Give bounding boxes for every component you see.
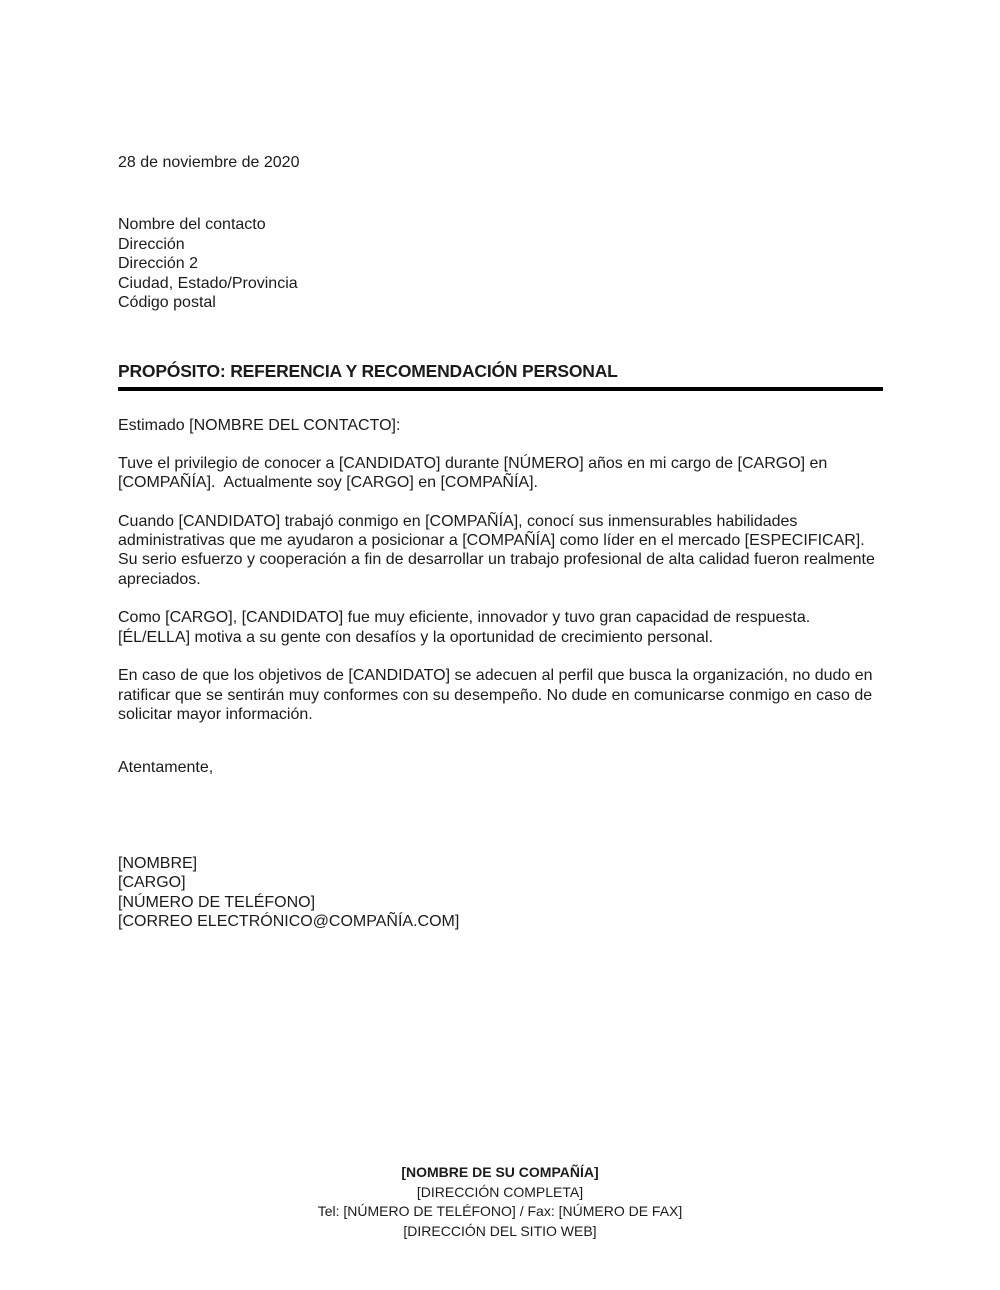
body-paragraph-4: En caso de que los objetivos de [CANDIDATO] se adecuen al perfil que busca la organización, no dudo en ratificar que se sentirán muy conformes con su desempeño. No dude en comunicarse conmigo en caso de solicitar mayor información. <box>118 667 877 723</box>
closing-valediction: Atentamente, <box>118 759 214 777</box>
letter-content <box>0 153 1000 931</box>
footer-website: [DIRECCIÓN DEL SITIO WEB] <box>403 1223 597 1240</box>
heading-rule-divider <box>118 387 883 391</box>
footer-tel-fax: Tel: [NÚMERO DE TELÉFONO] / Fax: [NÚMERO DE FAX] <box>317 1203 683 1220</box>
footer-company-address: [DIRECCIÓN COMPLETA] <box>416 1183 584 1200</box>
body-paragraph-3: Como [CARGO], [CANDIDATO] fue muy eficiente, innovador y tuvo gran capacidad de respuesta. [ÉL/ELLA] motiva a su gente con desafíos y la oportunidad de crecimiento personal. <box>118 609 815 646</box>
body-paragraph-2: Cuando [CANDIDATO] trabajó conmigo en [COMPAÑÍA], conocí sus inmensurables habilidades administrativas que me ayudaron a posicionar a [COMPAÑÍA] como líder en el mercado [ESPECIFICAR]. Su serio esfuerzo y cooperación a fin de desarrollar un trabajo profesional de alta calidad fueron realmente apreciados. <box>118 512 880 588</box>
signature-email: [CORREO ELECTRÓNICO@COMPAÑÍA.COM] <box>118 912 460 930</box>
recipient-address-2: Dirección 2 <box>118 255 199 273</box>
recipient-contact-name: Nombre del contacto <box>118 216 266 234</box>
letter-date: 28 de noviembre de 2020 <box>118 154 300 171</box>
body-paragraph-1: Tuve el privilegio de conocer a [CANDIDATO] durante [NÚMERO] años en mi cargo de [CARGO] en [COMPAÑÍA]. Actualmente soy [CARGO] en [COMPAÑÍA]. <box>118 454 832 492</box>
subject-heading: PROPÓSITO: REFERENCIA Y RECOMENDACIÓN PERSONAL <box>118 361 618 382</box>
salutation: Estimado [NOMBRE DEL CONTACTO]: <box>118 417 401 435</box>
signature-phone: [NÚMERO DE TELÉFONO] <box>118 893 316 911</box>
company-footer <box>0 1163 1000 1242</box>
signature-title: [CARGO] <box>118 874 186 892</box>
footer-company-name: [NOMBRE DE SU COMPAÑÍA] <box>401 1164 599 1180</box>
recipient-address-block <box>118 215 883 312</box>
signature-block <box>118 854 883 932</box>
recipient-address-1: Dirección <box>118 235 185 253</box>
recipient-postal-code: Código postal <box>118 294 216 312</box>
signature-name: [NOMBRE] <box>118 854 198 872</box>
recipient-city-state: Ciudad, Estado/Provincia <box>118 274 298 292</box>
